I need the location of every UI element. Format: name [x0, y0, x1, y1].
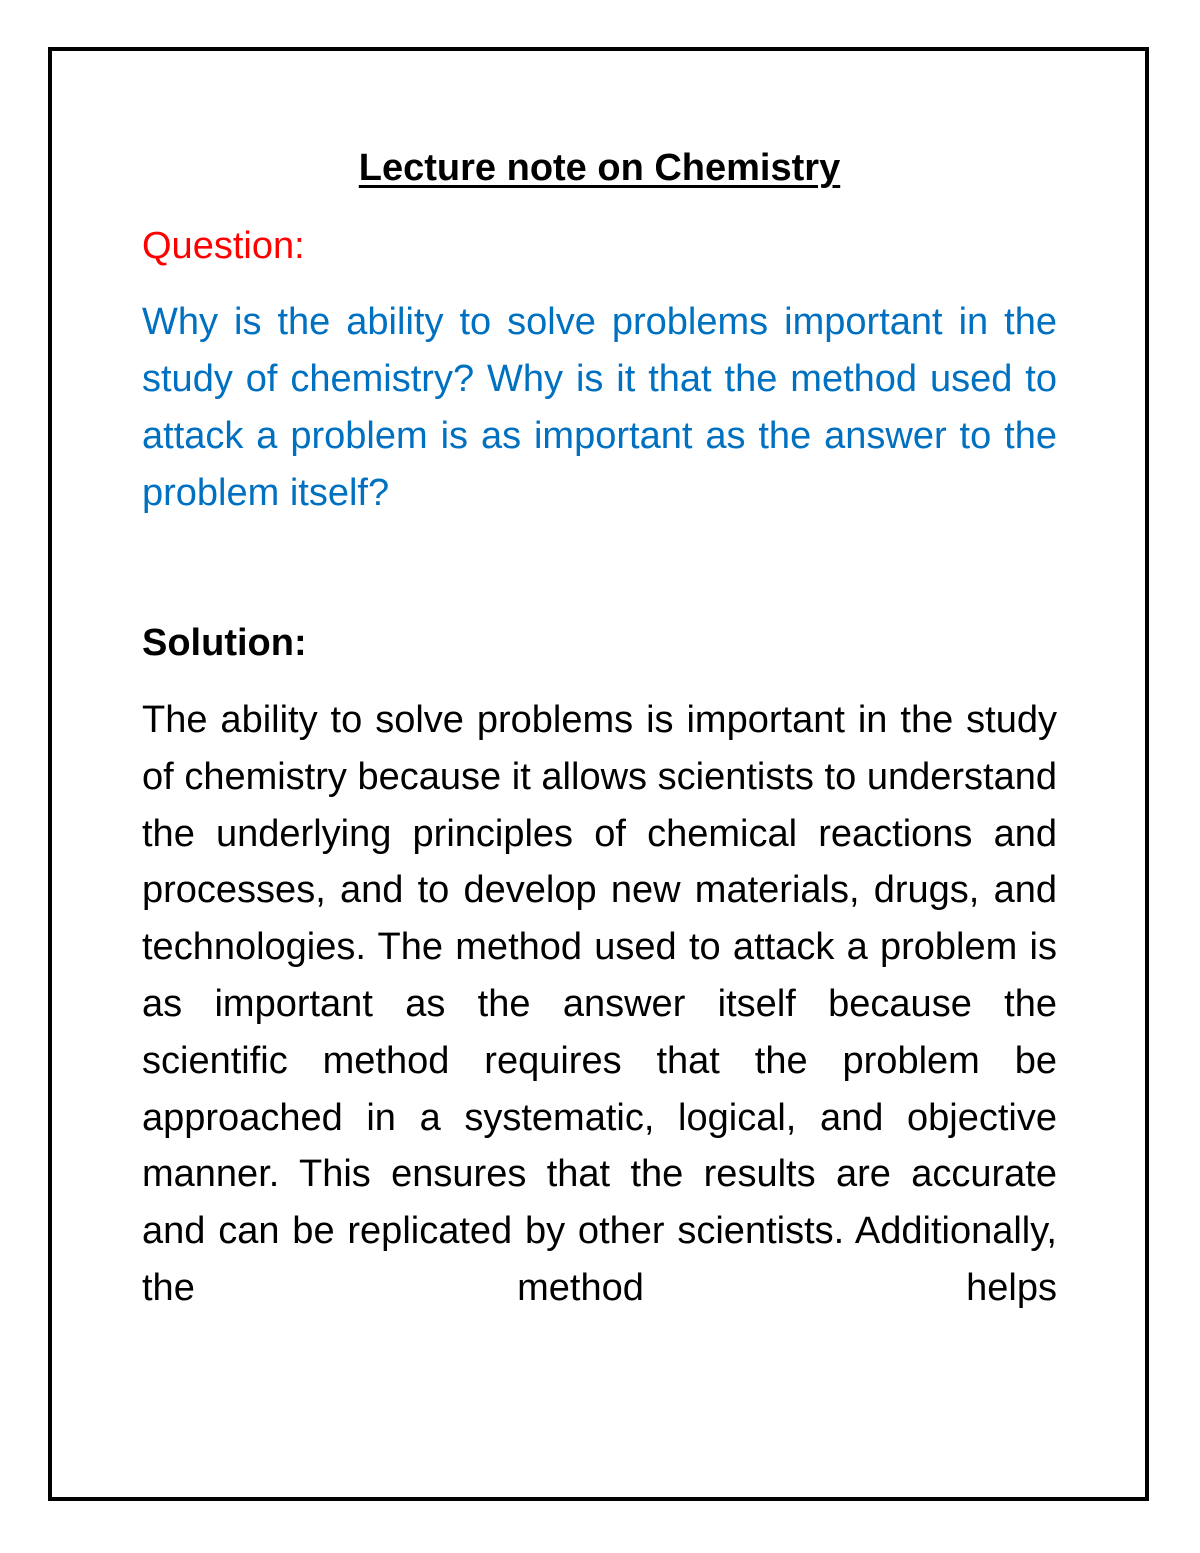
solution-label: Solution:: [142, 622, 307, 664]
solution-text: The ability to solve problems is important in the study of chemistry because it allows scientists to understand the underlying principles of chemical reactions and processes, and to develop new materials, drugs, and technologies. The method used to attack a problem is as important as the answer itself because the scientific method requires that the problem be approached in a systematic, logical, and objective manner. This ensures that the results are accurate and can be replicated by other scientists. Additionally, the method helps: [142, 699, 1057, 1309]
document-title: Lecture note on Chemistry: [358, 147, 841, 189]
question-label: Question:: [142, 225, 305, 267]
question-text: Why is the ability to solve problems important in the study of chemistry? Why is it that the method used to attack a problem is as important as the answer to the problem itself?: [142, 301, 1057, 514]
